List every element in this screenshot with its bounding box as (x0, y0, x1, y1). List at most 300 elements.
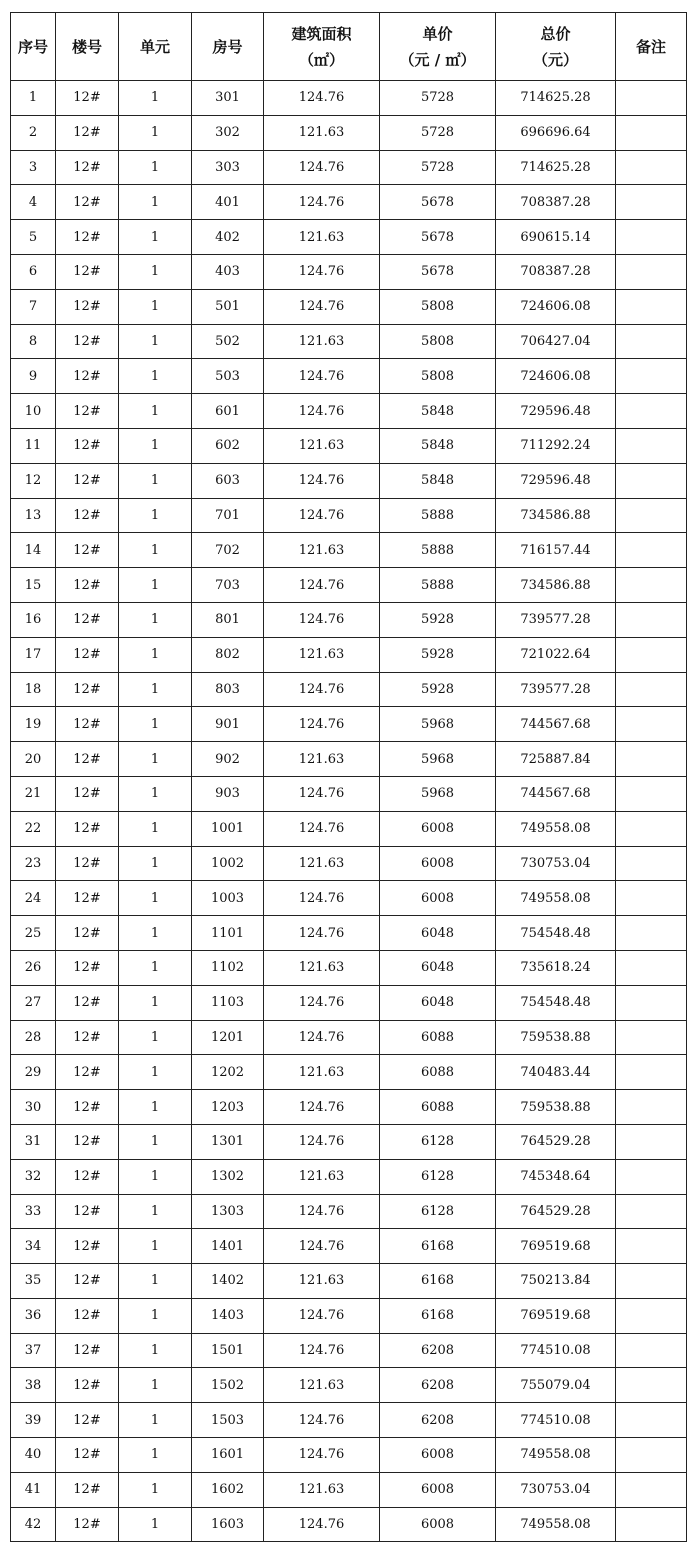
col-index-cell: 31 (11, 1124, 56, 1159)
col-unit-cell: 1 (119, 428, 192, 463)
col-total-price-cell: 708387.28 (496, 185, 616, 220)
col-remark-cell (616, 428, 687, 463)
table-row (11, 220, 687, 255)
col-index-cell: 14 (11, 533, 56, 568)
col-unit-price-cell: 6208 (380, 1368, 496, 1403)
col-unit-cell: 1 (119, 394, 192, 429)
table-row (11, 1020, 687, 1055)
col-unit-cell: 1 (119, 533, 192, 568)
col-area-cell: 121.63 (264, 1055, 380, 1090)
col-building-cell: 12# (56, 81, 119, 116)
col-total-price-cell: 769519.68 (496, 1229, 616, 1264)
col-area-cell: 124.76 (264, 463, 380, 498)
col-total-price-cell: 690615.14 (496, 220, 616, 255)
col-total-price-cell: 774510.08 (496, 1403, 616, 1438)
col-remark-cell (616, 1298, 687, 1333)
col-unit-cell: 1 (119, 185, 192, 220)
col-unit-cell: 1 (119, 1229, 192, 1264)
col-building-cell: 12# (56, 846, 119, 881)
col-index-cell: 42 (11, 1507, 56, 1542)
col-index-cell: 38 (11, 1368, 56, 1403)
table-row (11, 637, 687, 672)
col-unit-cell: 1 (119, 950, 192, 985)
col-room-cell: 601 (192, 394, 264, 429)
col-index-cell: 20 (11, 742, 56, 777)
col-building-cell: 12# (56, 1298, 119, 1333)
col-total-price-cell: 740483.44 (496, 1055, 616, 1090)
col-remark-cell (616, 254, 687, 289)
header-col-index (11, 13, 56, 81)
col-index-cell: 33 (11, 1194, 56, 1229)
col-index-cell: 3 (11, 150, 56, 185)
col-unit-cell: 1 (119, 707, 192, 742)
col-total-price-cell: 730753.04 (496, 1472, 616, 1507)
header-label: 建筑面积 (291, 24, 352, 43)
col-total-price-cell: 721022.64 (496, 637, 616, 672)
col-index-cell: 8 (11, 324, 56, 359)
col-unit-price-cell: 5808 (380, 324, 496, 359)
col-remark-cell (616, 533, 687, 568)
col-building-cell: 12# (56, 1264, 119, 1299)
col-building-cell: 12# (56, 1333, 119, 1368)
col-unit-cell: 1 (119, 1264, 192, 1299)
col-room-cell: 602 (192, 428, 264, 463)
col-area-cell: 121.63 (264, 1472, 380, 1507)
table-row (11, 1229, 687, 1264)
col-unit-price-cell: 6168 (380, 1298, 496, 1333)
col-unit-price-cell: 6008 (380, 1472, 496, 1507)
header-label: （元 / ㎡） (399, 50, 476, 69)
col-unit-price-cell: 6088 (380, 1020, 496, 1055)
col-room-cell: 703 (192, 568, 264, 603)
col-building-cell: 12# (56, 985, 119, 1020)
table-row (11, 394, 687, 429)
col-unit-cell: 1 (119, 359, 192, 394)
col-room-cell: 803 (192, 672, 264, 707)
col-total-price-cell: 749558.08 (496, 881, 616, 916)
col-remark-cell (616, 1368, 687, 1403)
col-unit-cell: 1 (119, 742, 192, 777)
col-building-cell: 12# (56, 602, 119, 637)
col-unit-cell: 1 (119, 1298, 192, 1333)
col-index-cell: 13 (11, 498, 56, 533)
col-total-price-cell: 724606.08 (496, 289, 616, 324)
col-total-price-cell: 764529.28 (496, 1124, 616, 1159)
col-unit-cell: 1 (119, 1507, 192, 1542)
table-row (11, 1298, 687, 1333)
col-room-cell: 802 (192, 637, 264, 672)
col-room-cell: 701 (192, 498, 264, 533)
col-unit-cell: 1 (119, 881, 192, 916)
col-building-cell: 12# (56, 463, 119, 498)
col-remark-cell (616, 463, 687, 498)
col-room-cell: 303 (192, 150, 264, 185)
col-index-cell: 10 (11, 394, 56, 429)
col-remark-cell (616, 115, 687, 150)
col-unit-cell: 1 (119, 1055, 192, 1090)
col-room-cell: 301 (192, 81, 264, 116)
table-row (11, 1438, 687, 1473)
table-row (11, 1194, 687, 1229)
col-area-cell: 121.63 (264, 428, 380, 463)
col-room-cell: 302 (192, 115, 264, 150)
col-area-cell: 124.76 (264, 881, 380, 916)
col-unit-cell: 1 (119, 220, 192, 255)
col-remark-cell (616, 776, 687, 811)
col-total-price-cell: 711292.24 (496, 428, 616, 463)
col-area-cell: 124.76 (264, 1124, 380, 1159)
col-unit-price-cell: 5928 (380, 637, 496, 672)
col-area-cell: 124.76 (264, 254, 380, 289)
col-building-cell: 12# (56, 289, 119, 324)
col-building-cell: 12# (56, 881, 119, 916)
price-table (10, 12, 687, 1542)
col-remark-cell (616, 881, 687, 916)
table-row (11, 846, 687, 881)
col-building-cell: 12# (56, 150, 119, 185)
col-remark-cell (616, 707, 687, 742)
col-area-cell: 124.76 (264, 916, 380, 951)
header-label: 序号 (17, 37, 48, 56)
col-total-price-cell: 744567.68 (496, 707, 616, 742)
col-area-cell: 124.76 (264, 811, 380, 846)
col-remark-cell (616, 1403, 687, 1438)
col-index-cell: 40 (11, 1438, 56, 1473)
col-building-cell: 12# (56, 1124, 119, 1159)
col-area-cell: 121.63 (264, 950, 380, 985)
table-row (11, 1264, 687, 1299)
col-total-price-cell: 729596.48 (496, 463, 616, 498)
col-area-cell: 124.76 (264, 1298, 380, 1333)
col-total-price-cell: 734586.88 (496, 568, 616, 603)
table-row (11, 1159, 687, 1194)
table-row (11, 428, 687, 463)
col-total-price-cell: 744567.68 (496, 776, 616, 811)
col-area-cell: 124.76 (264, 1194, 380, 1229)
col-unit-price-cell: 5848 (380, 394, 496, 429)
col-unit-cell: 1 (119, 811, 192, 846)
col-building-cell: 12# (56, 533, 119, 568)
table-row (11, 150, 687, 185)
header-row (11, 13, 687, 81)
col-room-cell: 1001 (192, 811, 264, 846)
col-building-cell: 12# (56, 1368, 119, 1403)
col-unit-cell: 1 (119, 1194, 192, 1229)
col-area-cell: 124.76 (264, 672, 380, 707)
col-total-price-cell: 739577.28 (496, 602, 616, 637)
col-unit-price-cell: 6168 (380, 1229, 496, 1264)
col-index-cell: 21 (11, 776, 56, 811)
col-unit-cell: 1 (119, 672, 192, 707)
col-room-cell: 502 (192, 324, 264, 359)
col-unit-price-cell: 6008 (380, 881, 496, 916)
col-room-cell: 1002 (192, 846, 264, 881)
header-label: （元） (532, 50, 578, 69)
col-remark-cell (616, 637, 687, 672)
col-room-cell: 1503 (192, 1403, 264, 1438)
col-area-cell: 121.63 (264, 1368, 380, 1403)
col-remark-cell (616, 81, 687, 116)
col-area-cell: 121.63 (264, 324, 380, 359)
col-unit-price-cell: 5928 (380, 602, 496, 637)
table-row (11, 1055, 687, 1090)
col-total-price-cell: 696696.64 (496, 115, 616, 150)
table-row (11, 672, 687, 707)
col-unit-cell: 1 (119, 602, 192, 637)
col-building-cell: 12# (56, 185, 119, 220)
col-remark-cell (616, 324, 687, 359)
col-room-cell: 1103 (192, 985, 264, 1020)
col-building-cell: 12# (56, 1403, 119, 1438)
col-building-cell: 12# (56, 359, 119, 394)
col-total-price-cell: 734586.88 (496, 498, 616, 533)
col-index-cell: 17 (11, 637, 56, 672)
col-index-cell: 22 (11, 811, 56, 846)
header-col-area (264, 13, 380, 81)
col-room-cell: 1303 (192, 1194, 264, 1229)
col-index-cell: 11 (11, 428, 56, 463)
col-building-cell: 12# (56, 1229, 119, 1264)
col-room-cell: 1203 (192, 1090, 264, 1125)
col-total-price-cell: 754548.48 (496, 916, 616, 951)
col-unit-price-cell: 6008 (380, 1438, 496, 1473)
col-index-cell: 28 (11, 1020, 56, 1055)
col-index-cell: 39 (11, 1403, 56, 1438)
col-total-price-cell: 724606.08 (496, 359, 616, 394)
col-area-cell: 124.76 (264, 1507, 380, 1542)
col-building-cell: 12# (56, 742, 119, 777)
col-unit-cell: 1 (119, 776, 192, 811)
col-total-price-cell: 714625.28 (496, 150, 616, 185)
table-row (11, 1368, 687, 1403)
table-row (11, 602, 687, 637)
col-total-price-cell: 706427.04 (496, 324, 616, 359)
col-area-cell: 124.76 (264, 1090, 380, 1125)
col-area-cell: 121.63 (264, 1159, 380, 1194)
col-building-cell: 12# (56, 394, 119, 429)
col-unit-price-cell: 6208 (380, 1333, 496, 1368)
table-row (11, 498, 687, 533)
col-remark-cell (616, 950, 687, 985)
col-unit-cell: 1 (119, 1090, 192, 1125)
table-row (11, 533, 687, 568)
col-room-cell: 401 (192, 185, 264, 220)
col-total-price-cell: 754548.48 (496, 985, 616, 1020)
col-unit-cell: 1 (119, 324, 192, 359)
col-room-cell: 1102 (192, 950, 264, 985)
col-total-price-cell: 714625.28 (496, 81, 616, 116)
col-unit-cell: 1 (119, 846, 192, 881)
col-index-cell: 19 (11, 707, 56, 742)
col-total-price-cell: 750213.84 (496, 1264, 616, 1299)
col-index-cell: 29 (11, 1055, 56, 1090)
col-remark-cell (616, 1090, 687, 1125)
col-area-cell: 121.63 (264, 846, 380, 881)
table-row (11, 289, 687, 324)
col-room-cell: 1302 (192, 1159, 264, 1194)
col-area-cell: 124.76 (264, 81, 380, 116)
col-remark-cell (616, 1333, 687, 1368)
col-room-cell: 1301 (192, 1124, 264, 1159)
col-room-cell: 1101 (192, 916, 264, 951)
header-col-building (56, 13, 119, 81)
col-remark-cell (616, 1020, 687, 1055)
col-room-cell: 902 (192, 742, 264, 777)
col-unit-price-cell: 6168 (380, 1264, 496, 1299)
col-room-cell: 1403 (192, 1298, 264, 1333)
col-unit-price-cell: 5728 (380, 150, 496, 185)
col-unit-cell: 1 (119, 289, 192, 324)
col-area-cell: 121.63 (264, 115, 380, 150)
col-unit-cell: 1 (119, 1124, 192, 1159)
table-row (11, 1333, 687, 1368)
col-unit-price-cell: 5968 (380, 742, 496, 777)
col-room-cell: 1401 (192, 1229, 264, 1264)
col-room-cell: 1501 (192, 1333, 264, 1368)
table-row (11, 985, 687, 1020)
col-remark-cell (616, 1507, 687, 1542)
header-label: 单元 (139, 37, 170, 56)
header-label: （㎡） (298, 50, 344, 69)
col-area-cell: 124.76 (264, 1229, 380, 1264)
col-total-price-cell: 749558.08 (496, 811, 616, 846)
col-unit-price-cell: 5968 (380, 707, 496, 742)
table-header (11, 13, 687, 81)
col-remark-cell (616, 498, 687, 533)
col-building-cell: 12# (56, 1194, 119, 1229)
col-area-cell: 124.76 (264, 1020, 380, 1055)
col-building-cell: 12# (56, 1438, 119, 1473)
col-total-price-cell: 759538.88 (496, 1020, 616, 1055)
col-unit-price-cell: 6008 (380, 811, 496, 846)
col-index-cell: 34 (11, 1229, 56, 1264)
col-unit-price-cell: 5848 (380, 428, 496, 463)
table-row (11, 185, 687, 220)
col-index-cell: 23 (11, 846, 56, 881)
col-unit-price-cell: 6128 (380, 1194, 496, 1229)
col-remark-cell (616, 742, 687, 777)
col-remark-cell (616, 289, 687, 324)
col-remark-cell (616, 1194, 687, 1229)
col-area-cell: 124.76 (264, 359, 380, 394)
col-building-cell: 12# (56, 1159, 119, 1194)
col-index-cell: 41 (11, 1472, 56, 1507)
col-index-cell: 2 (11, 115, 56, 150)
col-index-cell: 9 (11, 359, 56, 394)
col-remark-cell (616, 985, 687, 1020)
col-building-cell: 12# (56, 498, 119, 533)
col-unit-cell: 1 (119, 568, 192, 603)
table-row (11, 950, 687, 985)
col-index-cell: 37 (11, 1333, 56, 1368)
header-label: 备注 (635, 37, 666, 56)
col-remark-cell (616, 1264, 687, 1299)
col-remark-cell (616, 185, 687, 220)
header-label: 房号 (212, 37, 243, 56)
table-row (11, 115, 687, 150)
col-unit-price-cell: 5808 (380, 359, 496, 394)
col-unit-cell: 1 (119, 1368, 192, 1403)
col-area-cell: 124.76 (264, 602, 380, 637)
col-room-cell: 1602 (192, 1472, 264, 1507)
col-remark-cell (616, 394, 687, 429)
col-area-cell: 124.76 (264, 776, 380, 811)
col-room-cell: 1603 (192, 1507, 264, 1542)
col-remark-cell (616, 1159, 687, 1194)
table-row (11, 254, 687, 289)
col-area-cell: 121.63 (264, 742, 380, 777)
col-room-cell: 1502 (192, 1368, 264, 1403)
col-unit-cell: 1 (119, 81, 192, 116)
table-row (11, 776, 687, 811)
col-unit-cell: 1 (119, 1333, 192, 1368)
col-unit-price-cell: 5678 (380, 185, 496, 220)
header-label: 楼号 (71, 37, 102, 56)
col-room-cell: 801 (192, 602, 264, 637)
table-row (11, 324, 687, 359)
col-unit-price-cell: 5728 (380, 81, 496, 116)
col-unit-price-cell: 5928 (380, 672, 496, 707)
col-remark-cell (616, 359, 687, 394)
col-unit-cell: 1 (119, 1403, 192, 1438)
col-room-cell: 702 (192, 533, 264, 568)
col-room-cell: 1003 (192, 881, 264, 916)
col-room-cell: 903 (192, 776, 264, 811)
table-row (11, 811, 687, 846)
col-building-cell: 12# (56, 220, 119, 255)
col-building-cell: 12# (56, 776, 119, 811)
col-area-cell: 124.76 (264, 1403, 380, 1438)
col-index-cell: 24 (11, 881, 56, 916)
col-building-cell: 12# (56, 1020, 119, 1055)
col-remark-cell (616, 811, 687, 846)
col-total-price-cell: 749558.08 (496, 1438, 616, 1473)
table-body (11, 81, 687, 1542)
col-index-cell: 1 (11, 81, 56, 116)
col-area-cell: 124.76 (264, 707, 380, 742)
table-row (11, 568, 687, 603)
col-area-cell: 124.76 (264, 1333, 380, 1368)
col-index-cell: 30 (11, 1090, 56, 1125)
col-room-cell: 501 (192, 289, 264, 324)
col-building-cell: 12# (56, 115, 119, 150)
col-building-cell: 12# (56, 916, 119, 951)
col-unit-price-cell: 5848 (380, 463, 496, 498)
header-col-total-price (496, 13, 616, 81)
col-building-cell: 12# (56, 1055, 119, 1090)
col-index-cell: 4 (11, 185, 56, 220)
col-area-cell: 121.63 (264, 533, 380, 568)
col-remark-cell (616, 1438, 687, 1473)
table-row (11, 742, 687, 777)
col-remark-cell (616, 1229, 687, 1264)
col-unit-cell: 1 (119, 463, 192, 498)
table-row (11, 81, 687, 116)
header-label: 总价 (540, 24, 571, 43)
col-area-cell: 124.76 (264, 289, 380, 324)
table-row (11, 463, 687, 498)
col-remark-cell (616, 568, 687, 603)
table-row (11, 916, 687, 951)
col-unit-price-cell: 5888 (380, 533, 496, 568)
col-total-price-cell: 759538.88 (496, 1090, 616, 1125)
col-unit-cell: 1 (119, 1472, 192, 1507)
col-unit-cell: 1 (119, 985, 192, 1020)
col-unit-cell: 1 (119, 637, 192, 672)
col-area-cell: 124.76 (264, 568, 380, 603)
col-area-cell: 124.76 (264, 394, 380, 429)
col-unit-price-cell: 5678 (380, 220, 496, 255)
